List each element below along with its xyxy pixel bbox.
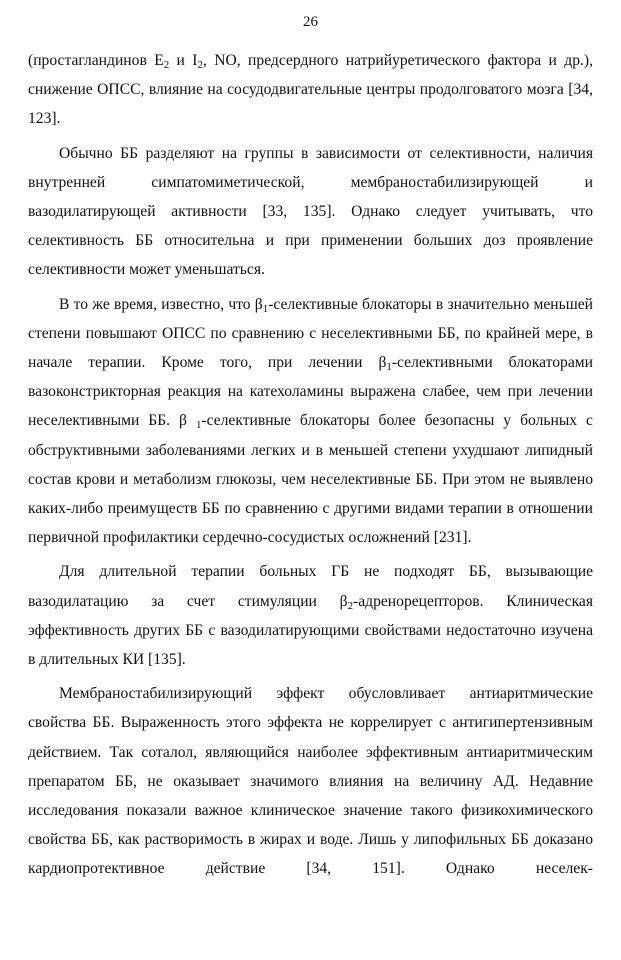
text-run: -селективными блокаторами вазоконстрикторная реакция на катехоламины выражена слабее, чем при лечении неселективными ББ. β — [28, 354, 593, 430]
subscript: 2 — [163, 59, 170, 71]
body-text — [28, 46, 593, 884]
page-number: 26 — [303, 14, 318, 30]
paragraph-2 — [28, 139, 593, 285]
text-run: -селективные блокаторы в значительно меньшей степени повышают ОПСС по сравнению с неселективными ББ, по крайней мере, в начале терапии. Кроме того, при лечении β — [28, 295, 593, 372]
paragraph-5 — [28, 679, 593, 883]
text-run: -селективные блокаторы более безопасны у больных с обструктивными заболеваниями легких и в меньшей степени ухудшают липидный состав крови и метаболизм глюкозы, чем неселективные ББ. При этом не выявлено каких-либо преимуществ ББ по сравнению с другими видами терапии в отношении первичной профилактики сердечно-сосудистых осложнений [231]. — [28, 412, 593, 547]
subscript: 1 — [386, 361, 392, 374]
subscript: 2 — [197, 59, 203, 71]
paragraph-3 — [28, 290, 593, 553]
text-run: и I — [169, 52, 198, 69]
paragraph-4 — [28, 557, 593, 674]
text-run: , NO, предсердного натрийуретического фактора и др.), снижение ОПСС, влияние на сосудодвигательные центры продолговатого мозга [34, 123]. — [28, 52, 593, 128]
text-run: Мембраностабилизирующий эффект обусловливает антиаритмические свойства ББ. Выраженность этого эффекта не коррелирует с антигипертензивным действием. Так соталол, являющийся наиболее эффективным антиаритмическим препаратом ББ, не оказывает значимого влияния на величину АД. Недавние исследования показали важное клиническое значение такого физикохимического свойства ББ, как растворимость в жирах и воде. Лишь у липофильных ББ доказано кардиопротективное действие [34, 151]. Однако неселек- — [28, 685, 593, 878]
text-run: -адренорецепторов. Клиническая эффективность других ББ с вазодилатирующими свойствами недостаточно изучена в длительных КИ [135]. — [28, 592, 594, 669]
subscript: 1 — [195, 419, 202, 432]
text-run: Для длительной терапии больных ГБ не подходят ББ, вызывающие вазодилатацию за счет стимуляции β — [28, 563, 593, 610]
text-run: В то же время, известно, что β — [59, 295, 263, 313]
paragraph-1 — [28, 46, 593, 134]
text-run: Обычно ББ разделяют на группы в зависимости от селективности, наличия внутренней симпатомиметической, мембраностабилизирующей и вазодилатирующей активности [33, 135]. Однако следует учитывать, что селективность ББ относительна и при применении больших доз проявление селективности может уменьшаться. — [28, 144, 593, 279]
subscript: 2 — [347, 599, 354, 612]
subscript: 1 — [262, 302, 269, 315]
text-run: (простагландинов E — [28, 52, 164, 69]
